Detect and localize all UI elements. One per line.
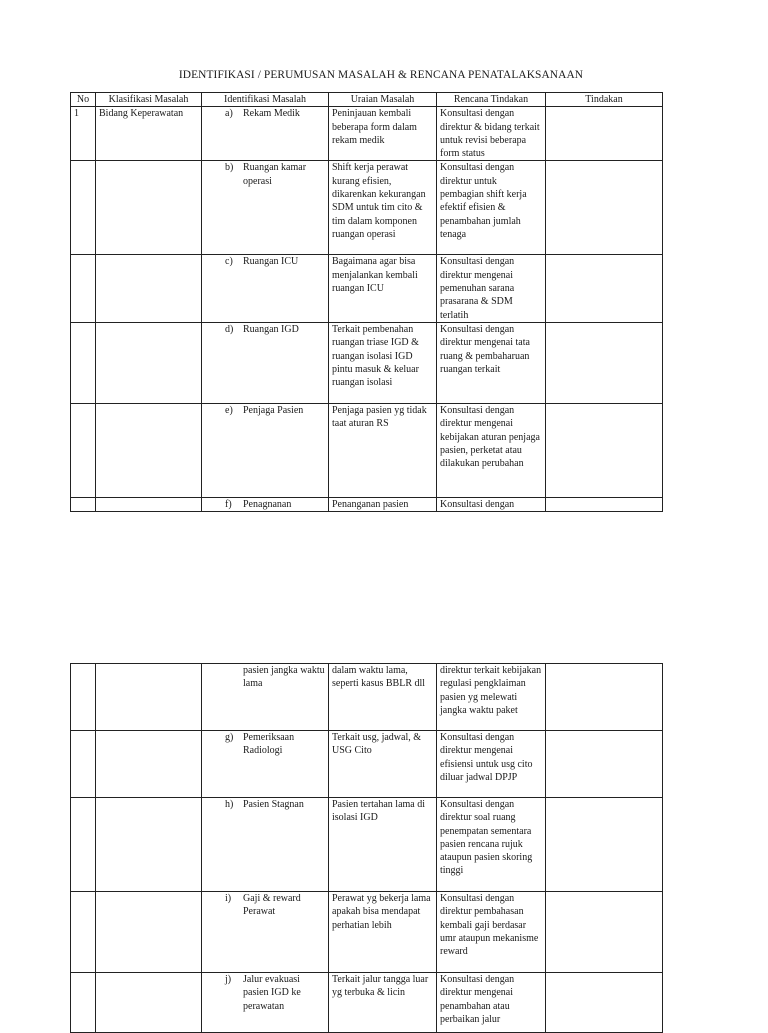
cell-tindakan <box>546 107 663 161</box>
cell-rencana: Konsultasi dengan direktur mengenai efisiensi untuk usg cito diluar jadwal DPJP <box>437 731 546 798</box>
cell-identifikasi <box>202 403 329 497</box>
cell-tindakan <box>546 161 663 255</box>
cell-rencana: Konsultasi dengan direktur mengenai tata ruang & pembaharuan ruangan terkait <box>437 322 546 403</box>
item-marker: h) <box>225 799 234 810</box>
table-row <box>71 403 663 497</box>
header-identifikasi: Identifikasi Masalah <box>202 93 329 107</box>
cell-uraian: Terkait usg, jadwal, & USG Cito <box>329 731 437 798</box>
cell-no <box>71 664 96 731</box>
table-row <box>71 798 663 892</box>
cell-uraian: Penjaga pasien yg tidak taat aturan RS <box>329 403 437 497</box>
item-marker <box>205 664 243 691</box>
table-row <box>71 161 663 255</box>
cell-no <box>71 731 96 798</box>
problem-table-page-1 <box>70 92 663 512</box>
cell-identifikasi <box>202 161 329 255</box>
table-row <box>71 322 663 403</box>
cell-uraian: Perawat yg bekerja lama apakah bisa mendapat perhatian lebih <box>329 892 437 973</box>
cell-uraian: Penanganan pasien <box>329 497 437 511</box>
table-row <box>71 255 663 322</box>
cell-identifikasi <box>202 664 329 731</box>
cell-rencana: Konsultasi dengan direktur mengenai penambahan atau perbaikan jalur <box>437 973 546 1033</box>
cell-klasifikasi <box>96 798 202 892</box>
cell-identifikasi <box>202 497 329 511</box>
cell-tindakan <box>546 798 663 892</box>
table-header-row <box>71 93 663 107</box>
cell-rencana: Konsultasi dengan direktur pembahasan kembali gaji berdasar umr ataupun mekanisme reward <box>437 892 546 973</box>
cell-rencana: Konsultasi dengan direktur mengenai kebijakan aturan penjaga pasien, perketat atau dilakukan perubahan <box>437 403 546 497</box>
item-marker: g) <box>225 732 234 743</box>
cell-no <box>71 161 96 255</box>
cell-uraian: Peninjauan kembali beberapa form dalam rekam medik <box>329 107 437 161</box>
header-uraian: Uraian Masalah <box>329 93 437 107</box>
table-row <box>71 731 663 798</box>
cell-uraian: Shift kerja perawat kurang efisien, dikarenkan kekurangan SDM untuk tim cito & tim dalam komponen ruangan operasi <box>329 161 437 255</box>
item-marker: d) <box>225 323 234 335</box>
problem-table-page-2 <box>70 663 663 1033</box>
cell-rencana: direktur terkait kebijakan regulasi pengklaiman pasien yg melewati jangka waktu paket <box>437 664 546 731</box>
item-text: Pemeriksaan Radiologi <box>243 732 295 757</box>
item-text: Pasien Stagnan <box>243 799 304 810</box>
cell-klasifikasi <box>96 322 202 403</box>
cell-klasifikasi <box>96 161 202 255</box>
item-marker: f) <box>225 498 232 510</box>
cell-tindakan <box>546 497 663 511</box>
item-text: Penagnanan <box>243 498 292 510</box>
cell-klasifikasi <box>96 892 202 973</box>
header-tindakan: Tindakan <box>546 93 663 107</box>
cell-tindakan <box>546 731 663 798</box>
cell-identifikasi <box>202 107 329 161</box>
cell-identifikasi <box>202 798 329 892</box>
cell-klasifikasi <box>96 664 202 731</box>
item-text: Jalur evakuasi pasien IGD ke perawatan <box>243 974 301 1012</box>
cell-klasifikasi <box>96 497 202 511</box>
item-marker: b) <box>225 162 234 174</box>
cell-uraian: Terkait jalur tangga luar yg terbuka & licin <box>329 973 437 1033</box>
cell-no <box>71 403 96 497</box>
cell-klasifikasi <box>96 255 202 322</box>
cell-no <box>71 497 96 511</box>
item-text: Penjaga Pasien <box>243 404 304 416</box>
item-marker: e) <box>225 404 233 416</box>
cell-tindakan <box>546 664 663 731</box>
header-klasifikasi: Klasifikasi Masalah <box>96 93 202 107</box>
cell-uraian: Bagaimana agar bisa menjalankan kembali ruangan ICU <box>329 255 437 322</box>
table-row <box>71 497 663 511</box>
cell-no <box>71 255 96 322</box>
cell-identifikasi <box>202 255 329 322</box>
item-text: Ruangan kamar operasi <box>243 162 307 187</box>
cell-rencana: Konsultasi dengan direktur soal ruang penempatan sementara pasien rencana rujuk ataupun pasien skoring tinggi <box>437 798 546 892</box>
cell-tindakan <box>546 403 663 497</box>
item-text: Ruangan IGD <box>243 323 299 335</box>
cell-tindakan <box>546 322 663 403</box>
document-title: IDENTIFIKASI / PERUMUSAN MASALAH & RENCANA PENATALAKSANAAN <box>178 69 584 81</box>
cell-uraian: dalam waktu lama, seperti kasus BBLR dll <box>329 664 437 731</box>
cell-klasifikasi <box>96 731 202 798</box>
cell-uraian: Terkait pembenahan ruangan triase IGD & ruangan isolasi IGD pintu masuk & keluar ruangan isolasi <box>329 322 437 403</box>
cell-tindakan <box>546 255 663 322</box>
cell-no <box>71 322 96 403</box>
cell-rencana: Konsultasi dengan <box>437 497 546 511</box>
item-text: Rekam Medik <box>243 108 300 120</box>
table-row <box>71 892 663 973</box>
item-marker: a) <box>225 108 233 120</box>
cell-identifikasi <box>202 892 329 973</box>
cell-no <box>71 798 96 892</box>
cell-tindakan <box>546 892 663 973</box>
cell-uraian: Pasien tertahan lama di isolasi IGD <box>329 798 437 892</box>
cell-klasifikasi: Bidang Keperawatan <box>96 107 202 161</box>
item-text: Ruangan ICU <box>243 256 299 268</box>
item-marker: c) <box>225 256 233 268</box>
header-no: No <box>71 93 96 107</box>
table-row <box>71 664 663 731</box>
item-text: Gaji & reward Perawat <box>243 893 301 918</box>
cell-no: 1 <box>71 107 96 161</box>
cell-rencana: Konsultasi dengan direktur untuk pembagian shift kerja efektif efisien & penambahan jumlah tenaga <box>437 161 546 255</box>
item-text: pasien jangka waktu lama <box>243 665 325 690</box>
cell-klasifikasi <box>96 403 202 497</box>
item-marker: i) <box>225 893 232 904</box>
cell-identifikasi <box>202 322 329 403</box>
table-row <box>71 107 663 161</box>
cell-rencana: Konsultasi dengan direktur & bidang terkait untuk revisi beberapa form status <box>437 107 546 161</box>
item-marker: j) <box>225 974 232 985</box>
cell-identifikasi <box>202 731 329 798</box>
cell-no <box>71 892 96 973</box>
cell-rencana: Konsultasi dengan direktur mengenai pemenuhan sarana prasarana & SDM terlatih <box>437 255 546 322</box>
header-rencana: Rencana Tindakan <box>437 93 546 107</box>
